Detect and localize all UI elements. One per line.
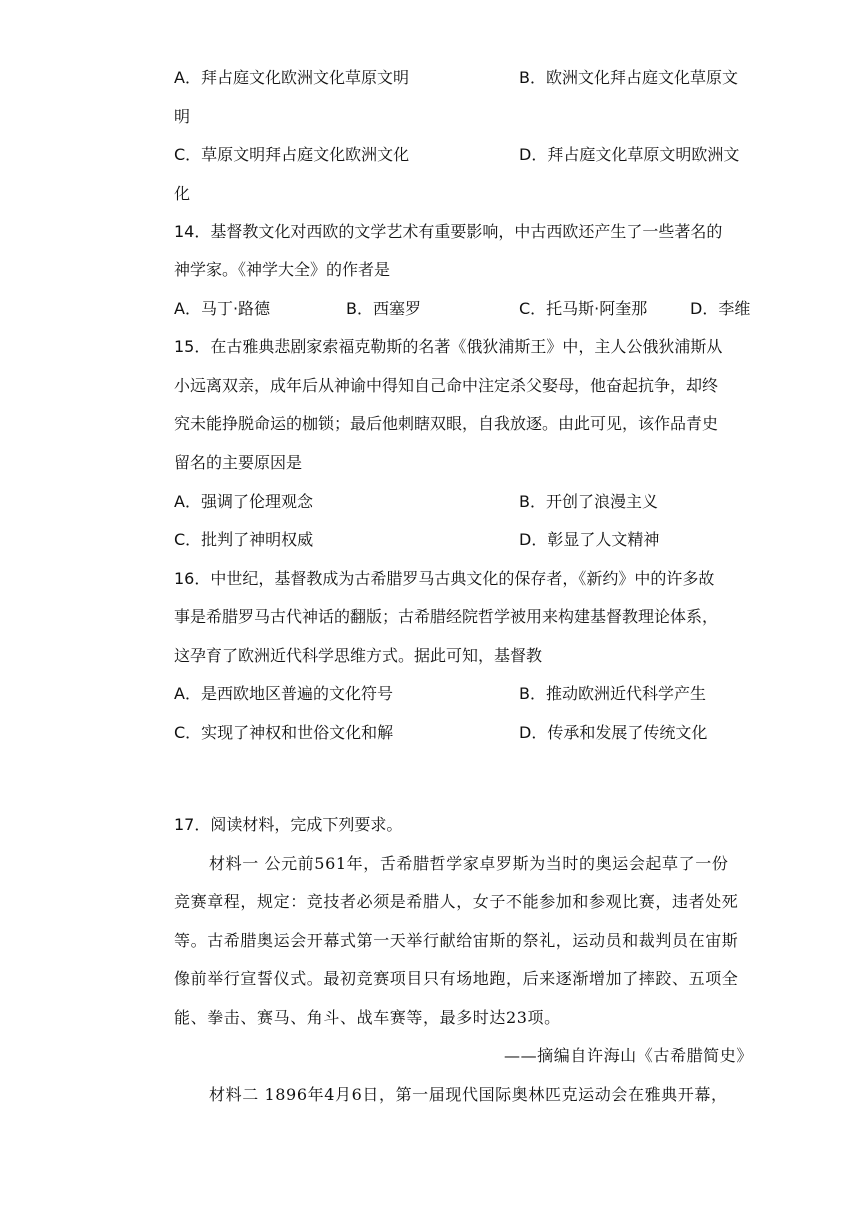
q17-stem: 17．阅读材料，完成下列要求。 [174, 815, 403, 834]
q17-material-1-line-4: 像前举行宣誓仪式。最初竞赛项目只有场地跑，后来逐渐增加了摔跤、五项全 [174, 969, 739, 988]
q14-option-a: A．马丁·路德 [174, 299, 271, 318]
q14-stem-line-2: 神学家。《神学大全》的作者是 [174, 260, 391, 279]
q13-option-b: B．欧洲文化拜占庭文化草原文 [519, 68, 738, 87]
q15-stem-line-4: 留名的主要原因是 [174, 453, 303, 472]
q17-material-1-line-3: 等。古希腊奥运会开幕式第一天举行献给宙斯的祭礼，运动员和裁判员在宙斯 [174, 931, 739, 950]
q13-option-b-wrap: 明 [174, 107, 191, 126]
q15-stem-line-1: 15．在古雅典悲剧家索福克勒斯的名著《俄狄浦斯王》中，主人公俄狄浦斯从 [174, 337, 723, 356]
q16-stem-line-1: 16．中世纪，基督教成为古希腊罗马古典文化的保存者，《新约》中的许多故 [174, 569, 715, 588]
q17-material-2-line-1: 材料二 1896年4月6日，第一届现代国际奥林匹克运动会在雅典开幕， [209, 1085, 728, 1104]
q13-option-d-wrap: 化 [174, 184, 191, 203]
q13-option-c: C．草原文明拜占庭文化欧洲文化 [174, 145, 410, 164]
q16-option-b: B．推动欧洲近代科学产生 [519, 684, 706, 703]
q14-option-b: B．西塞罗 [346, 299, 421, 318]
q17-material-1-line-2: 竞赛章程，规定：竞技者必须是希腊人，女子不能参加和参观比赛，违者处死 [174, 892, 739, 911]
q16-option-a: A．是西欧地区普遍的文化符号 [174, 684, 393, 703]
q16-stem-line-2: 事是希腊罗马古代神话的翻版；古希腊经院哲学被用来构建基督教理论体系， [174, 607, 719, 626]
q15-option-c: C．批判了神明权威 [174, 530, 314, 549]
q14-option-c: C．托马斯·阿奎那 [519, 299, 648, 318]
q14-option-d: D．李维 [690, 299, 751, 318]
q15-option-a: A．强调了伦理观念 [174, 492, 313, 511]
q15-option-b: B．开创了浪漫主义 [519, 492, 658, 511]
q14-stem-line-1: 14．基督教文化对西欧的文学艺术有重要影响，中古西欧还产生了一些著名的 [174, 222, 723, 241]
q15-option-d: D．彰显了人文精神 [519, 530, 660, 549]
q15-stem-line-3: 究未能挣脱命运的枷锁；最后他刺瞎双眼，自我放逐。由此可见，该作品青史 [174, 414, 719, 433]
q17-material-1-line-1: 材料一 公元前561年，舌希腊哲学家卓罗斯为当时的奥运会起草了一份 [209, 854, 729, 873]
q17-material-1-source: ——摘编自许海山《古希腊简史》 [503, 1046, 753, 1065]
q16-stem-line-3: 这孕育了欧洲近代科学思维方式。据此可知，基督教 [174, 646, 543, 665]
q16-option-c: C．实现了神权和世俗文化和解 [174, 723, 394, 742]
q15-stem-line-2: 小远离双亲，成年后从神谕中得知自己命中注定杀父娶母，他奋起抗争，却终 [174, 376, 719, 395]
q13-option-a: A．拜占庭文化欧洲文化草原文明 [174, 68, 409, 87]
q16-option-d: D．传承和发展了传统文化 [519, 723, 708, 742]
q17-material-1-line-5: 能、拳击、赛马、角斗、战车赛等，最多时达23项。 [174, 1008, 561, 1027]
q13-option-d: D．拜占庭文化草原文明欧洲文 [519, 145, 740, 164]
